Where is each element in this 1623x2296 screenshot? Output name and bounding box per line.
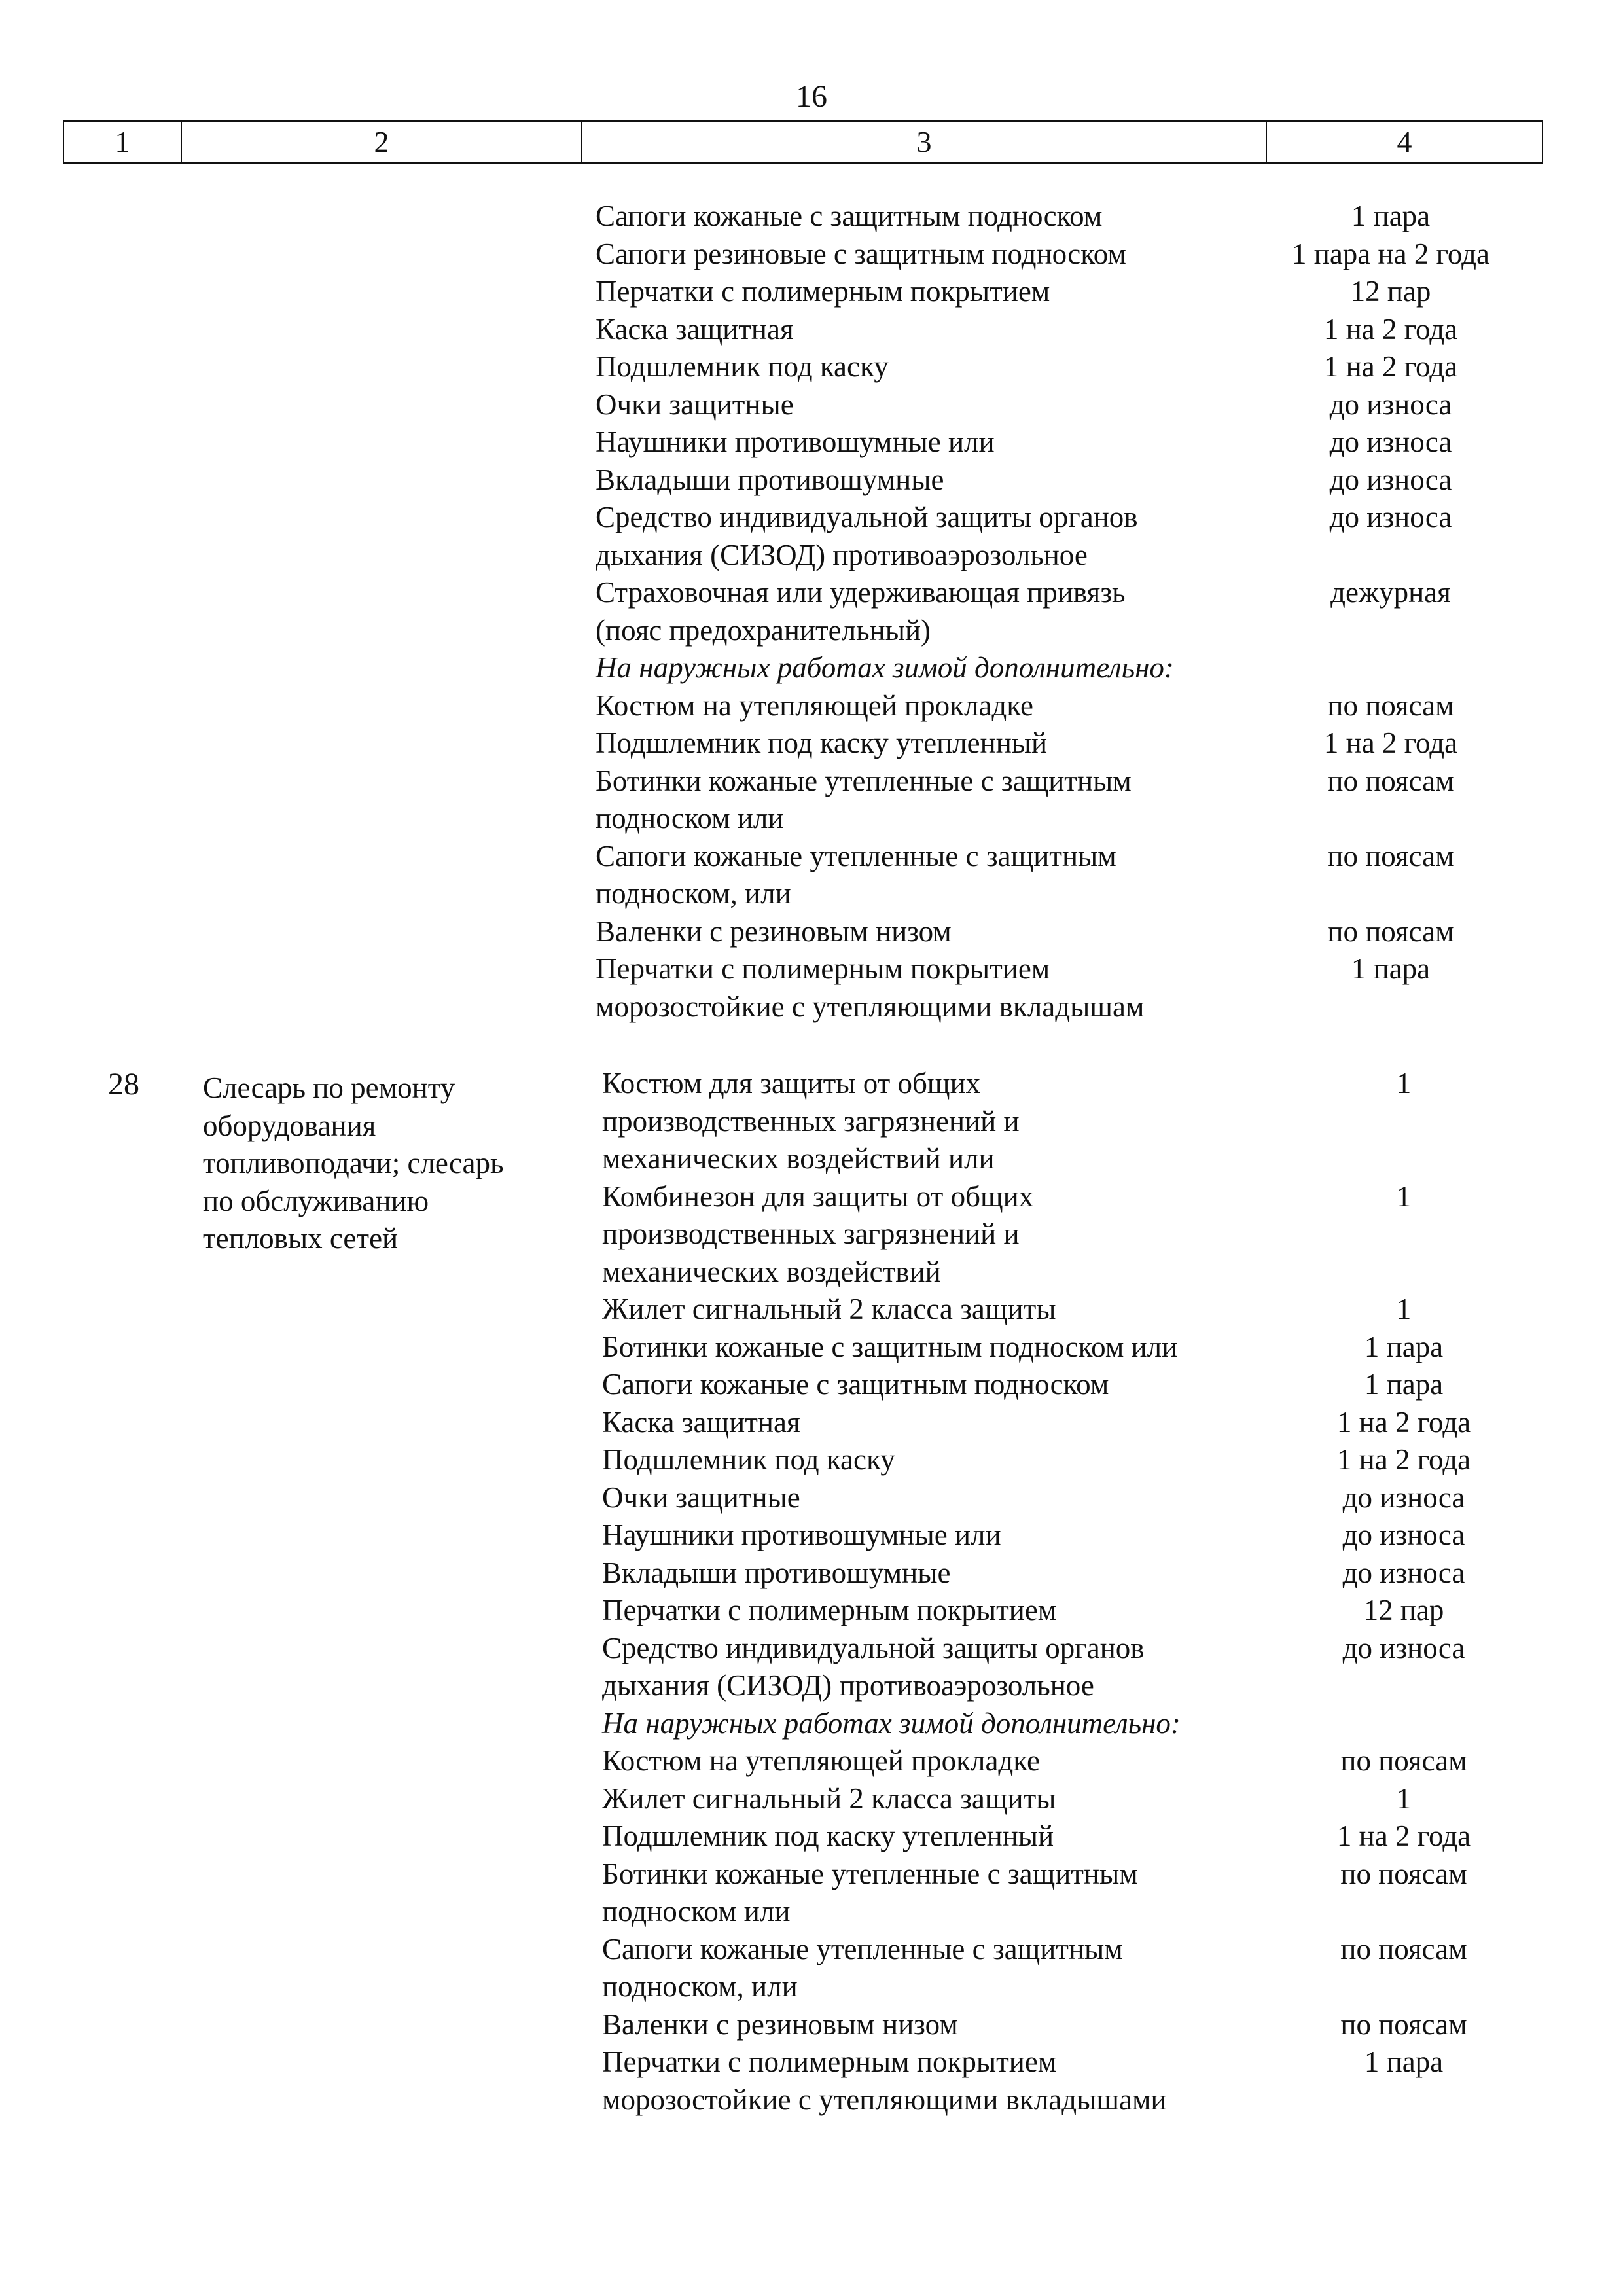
item-name: Ботинки кожаные утепленные с защитным [602,1857,1138,1890]
item-name: подноском или [596,802,784,834]
item-name: Перчатки с полимерным покрытием [596,952,1050,985]
header-col-2: 2 [182,122,582,162]
item-quantity: 1 на 2 года [1323,726,1458,759]
item-quantity: 1 [1396,1782,1412,1815]
section-subheading: На наружных работах зимой дополнительно: [596,651,1174,684]
item-quantity: 1 пара [1351,952,1431,985]
item-quantity: 1 пара [1364,1330,1444,1363]
item-quantity: по поясам [1340,1744,1467,1777]
item-name: Подшлемник под каску утепленный [596,726,1048,759]
item-quantity: 1 пара на 2 года [1292,237,1489,270]
item-name: Наушники противошумные или [602,1518,1001,1551]
item-quantity: до износа [1342,1480,1465,1514]
header-col-3: 3 [582,122,1267,162]
item-quantity: до износа [1329,387,1452,421]
item-quantity: 1 [1396,1293,1412,1325]
item-name: Вкладыши противошумные [596,463,944,496]
profession-name [203,1069,569,1258]
page-number: 16 [796,79,827,114]
item-name: Наушники противошумные или [596,425,995,458]
section-subheading: На наружных работах зимой дополнительно: [602,1706,1181,1740]
item-name: производственных загрязнений и [602,1217,1020,1250]
item-quantity: по поясам [1327,839,1454,872]
item-name: Сапоги кожаные с защитным подноском [602,1368,1109,1401]
item-name: Жилет сигнальный 2 класса защиты [602,1782,1056,1815]
item-name: Комбинезон для защиты от общих [602,1179,1034,1213]
item-quantity: 1 на 2 года [1336,1443,1471,1476]
item-name: морозостойкие с утепляющими вкладышам [596,990,1145,1023]
item-quantity: до износа [1329,425,1452,458]
item-name: подноском или [602,1895,791,1928]
item-name: Ботинки кожаные утепленные с защитным [596,764,1132,797]
profession-line: по обслуживанию [203,1184,429,1217]
item-name: Каска защитная [596,312,794,346]
item-quantity: 1 на 2 года [1323,350,1458,383]
item-name: Очки защитные [596,387,794,421]
item-name: Перчатки с полимерным покрытием [596,275,1050,308]
table-header [63,120,1543,164]
item-name: Сапоги кожаные с защитным подноском [596,200,1103,232]
item-quantity: 1 [1396,1067,1412,1100]
item-quantity: до износа [1342,1631,1465,1664]
item-name: морозостойкие с утепляющими вкладышами [602,2083,1167,2116]
item-name: дыхания (СИЗОД) противоаэрозольное [602,1669,1094,1702]
item-quantity: по поясам [1340,1857,1467,1890]
item-quantity: 1 на 2 года [1336,1820,1471,1852]
item-name: Сапоги кожаные утепленные с защитным [602,1932,1123,1965]
item-quantity: до износа [1329,501,1452,533]
item-name: Вкладыши противошумные [602,1556,951,1589]
item-name: Подшлемник под каску утепленный [602,1820,1054,1852]
item-name: Костюм на утепляющей прокладке [602,1744,1041,1777]
item-name: Костюм для защиты от общих [602,1067,981,1100]
item-quantity: до износа [1342,1556,1465,1589]
item-name: Очки защитные [602,1480,800,1514]
item-name: Перчатки с полимерным покрытием [602,2045,1057,2078]
item-name: механических воздействий [602,1255,941,1288]
item-name: Сапоги резиновые с защитным подноском [596,237,1126,270]
item-name: Валенки с резиновым низом [596,914,952,948]
item-quantity: дежурная [1330,576,1451,609]
item-quantity: по поясам [1327,689,1454,722]
item-quantity: по поясам [1340,1932,1467,1965]
item-name: Подшлемник под каску [596,350,889,383]
item-name: Каска защитная [602,1405,800,1439]
item-quantity: по поясам [1340,2007,1467,2041]
item-name: Средство индивидуальной защиты органов [596,501,1138,533]
item-quantity: 1 пара [1364,1368,1444,1401]
item-name: Подшлемник под каску [602,1443,895,1476]
item-name: Страховочная или удерживающая привязь [596,576,1126,609]
profession-line: Слесарь по ремонту [203,1071,455,1104]
profession-line: тепловых сетей [203,1222,399,1255]
item-name: Средство индивидуальной защиты органов [602,1631,1145,1664]
item-quantity: 12 пар [1350,275,1431,308]
item-name: производственных загрязнений и [602,1104,1020,1138]
profession-line: оборудования [203,1109,376,1142]
item-quantity: до износа [1329,463,1452,496]
header-col-4: 4 [1397,125,1412,158]
item-quantity: 1 пара [1351,200,1431,232]
item-quantity: по поясам [1327,914,1454,948]
item-name: Валенки с резиновым низом [602,2007,958,2041]
item-name: подноском, или [596,877,791,910]
item-name: Перчатки с полимерным покрытием [602,1594,1057,1626]
item-name: Ботинки кожаные с защитным подноском или [602,1330,1178,1363]
profession-line: топливоподачи; слесарь [203,1147,504,1179]
item-quantity: 1 на 2 года [1336,1405,1471,1439]
item-quantity: 1 [1396,1179,1412,1213]
header-col-1: 1 [64,122,182,162]
item-quantity: 1 на 2 года [1323,312,1458,346]
item-quantity: 1 пара [1364,2045,1444,2078]
item-name: Сапоги кожаные утепленные с защитным [596,839,1116,872]
item-quantity: 12 пар [1363,1594,1444,1626]
item-name: подноском, или [602,1970,798,2003]
item-name: механических воздействий или [602,1142,995,1175]
item-quantity: до износа [1342,1518,1465,1551]
section-number: 28 [108,1067,139,1102]
item-name: Жилет сигнальный 2 класса защиты [602,1293,1056,1325]
item-name: (пояс предохранительный) [596,613,931,647]
item-name: дыхания (СИЗОД) противоаэрозольное [596,538,1088,571]
item-name: Костюм на утепляющей прокладке [596,689,1034,722]
item-quantity: по поясам [1327,764,1454,797]
